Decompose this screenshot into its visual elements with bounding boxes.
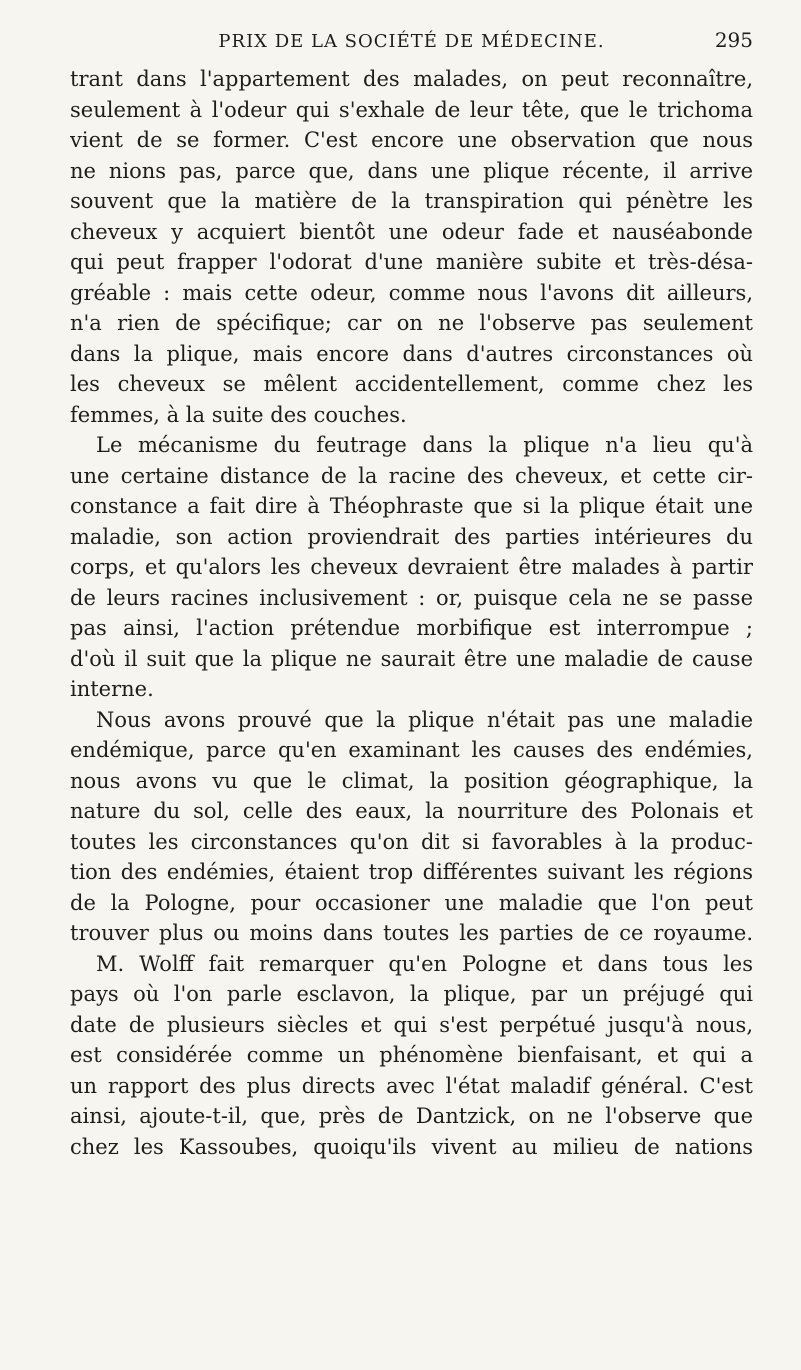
text-line: de leurs racines inclusivement : or, puisque cela ne se passe (70, 585, 753, 610)
text-line: trouver plus ou moins dans toutes les parties de ce royaume. (70, 921, 753, 945)
text-line: endémique, parce qu'en examinant les causes des endémies, (70, 738, 753, 762)
text-line: ainsi, ajoute-t-il, que, près de Dantzick, on ne l'observe que (70, 1104, 753, 1128)
text-line: constance a fait dire à Théophraste que si la plique était une (70, 494, 753, 518)
text-line: Le mécanisme du feutrage dans la plique n'a lieu qu'à (96, 433, 753, 457)
text-line: d'où il suit que la plique ne saurait être une maladie de cause (70, 646, 753, 671)
text-line: chez les Kassoubes, quoiqu'ils vivent au milieu de nations (70, 1134, 753, 1159)
text-line: dans la plique, mais encore dans d'autres circonstances où (70, 341, 753, 366)
text-line: seulement à l'odeur qui s'exhale de leur tête, que le trichoma (70, 97, 753, 122)
running-title: PRIX DE LA SOCIÉTÉ DE MÉDECINE. (218, 31, 605, 52)
text-line: gréable : mais cette odeur, comme nous l'avons dit ailleurs, (70, 280, 753, 305)
text-line: nature du sol, celle des eaux, la nourriture des Polonais et (70, 799, 753, 823)
text-line: M. Wolff fait remarquer qu'en Pologne et dans tous les (96, 951, 753, 976)
text-line: un rapport des plus directs avec l'état maladif général. C'est (70, 1073, 753, 1098)
text-line: corps, et qu'alors les cheveux devraient être malades à partir (70, 555, 753, 579)
page-header (70, 8, 753, 52)
text-line: trant dans l'appartement des malades, on peut reconnaître, (70, 67, 753, 91)
page-number: 295 (714, 28, 753, 52)
text-line: toutes les circonstances qu'on dit si favorables à la produc- (70, 829, 753, 854)
text-line: souvent que la matière de la transpiration qui pénètre les (70, 189, 753, 213)
text-line: cheveux y acquiert bientôt une odeur fade et nauséabonde (70, 219, 753, 244)
text-line: les cheveux se mêlent accidentellement, comme chez les (70, 372, 753, 396)
text-line: une certaine distance de la racine des cheveux, et cette cir- (70, 463, 753, 488)
text-line: femmes, à la suite des couches. (70, 402, 407, 427)
text-line: ne nions pas, parce que, dans une plique récente, il arrive (70, 158, 753, 183)
text-line: est considérée comme un phénomène bienfaisant, et qui a (70, 1043, 753, 1067)
text-line: vient de se former. C'est encore une observation que nous (70, 128, 753, 152)
text-line: date de plusieurs siècles et qui s'est perpétué jusqu'à nous, (70, 1012, 753, 1037)
text-line: qui peut frapper l'odorat d'une manière subite et très-désa- (70, 250, 753, 274)
text-line: tion des endémies, étaient trop différentes suivant les régions (70, 860, 753, 884)
text-line: maladie, son action proviendrait des parties intérieures du (70, 524, 753, 549)
text-line: nous avons vu que le climat, la position géographique, la (70, 768, 753, 793)
text-line: n'a rien de spécifique; car on ne l'observe pas seulement (70, 311, 753, 335)
text-line: Nous avons prouvé que la plique n'était pas une maladie (96, 707, 753, 732)
body-text (70, 64, 753, 1162)
text-line: pays où l'on parle esclavon, la plique, par un préjugé qui (70, 982, 753, 1006)
text-line: de la Pologne, pour occasioner une maladie que l'on peut (70, 890, 753, 915)
text-line: pas ainsi, l'action prétendue morbifique est interrompue ; (70, 616, 753, 640)
text-line: interne. (70, 677, 154, 701)
